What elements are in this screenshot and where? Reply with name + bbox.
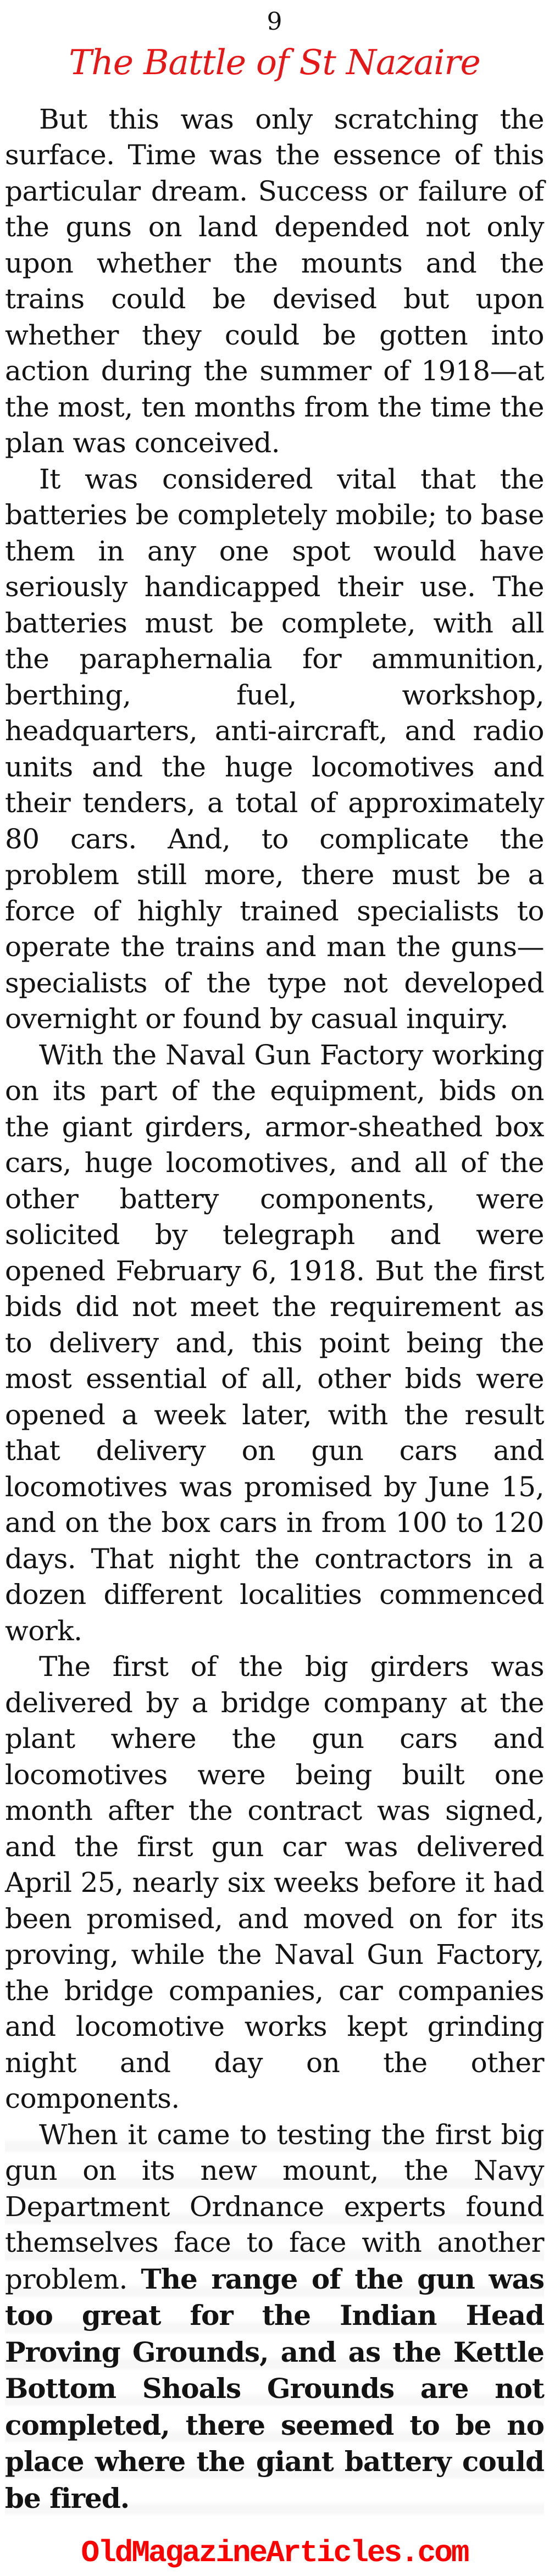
paragraph-5 <box>5 2117 544 2517</box>
footer-site-link[interactable]: OldMagazineArticles.com <box>81 2535 468 2571</box>
article-title: The Battle of St Nazaire <box>69 42 480 83</box>
paragraph-2: It was considered vital that the batteries be completely mobile; to base them in any one spot would have seriously handicapped their use. The batteries must be complete, with all the paraphernalia for ammunition, berthing, fuel, workshop, headquarters, anti-aircraft, and radio units and the huge locomotives and their tenders, a total of approximately 80 cars. And, to complicate the problem still more, there must be a force of highly trained specialists to operate the trains and man the guns—specialists of the type not developed overnight or found by casual inquiry. <box>5 463 544 1035</box>
paragraph-1: But this was only scratching the surface. Time was the essence of this particular dream. Success or failure of the guns on land depended not only upon whether the mounts and the trains could be devised but upon whether they could be gotten into action during the summer of 1918—at the most, ten months from the time the plan was conceived. <box>5 103 544 459</box>
article-body <box>5 102 544 2517</box>
paragraph-3: With the Naval Gun Factory working on its part of the equipment, bids on the giant girders, armor-sheathed box cars, huge locomotives, and all of the other battery components, were solicited by telegraph and were opened February 6, 1918. But the first bids did not meet the requirement as to delivery and, this point being the most essential of all, other bids were opened a week later, with the result that delivery on gun cars and locomotives was promised by June 15, and on the box cars in from 100 to 120 days. That night the contractors in a dozen different localities commenced work. <box>5 1039 544 1647</box>
paragraph-5-bold-text: The range of the gun was too great for the Indian Head Proving Grounds, and as the Kettle Bottom Shoals Grounds are not completed, there seemed to be no place where the giant battery could be fired. <box>5 2262 544 2514</box>
footer <box>5 2535 544 2576</box>
paragraph-5-normal-text: When it came to testing the first big gun on its new mount, the Navy Department Ordnance experts found themselves face to face with another problem. <box>5 2118 544 2295</box>
page-number: 9 <box>267 8 282 36</box>
paragraph-4: The first of the big girders was delivered by a bridge company at the plant where the gun cars and locomotives were being built one month after the contract was signed, and the first gun car was delivered April 25, nearly six weeks before it had been promised, and moved on for its proving, while the Naval Gun Factory, the bridge companies, car companies and locomotive works kept grinding night and day on the other components. <box>5 1651 544 2115</box>
